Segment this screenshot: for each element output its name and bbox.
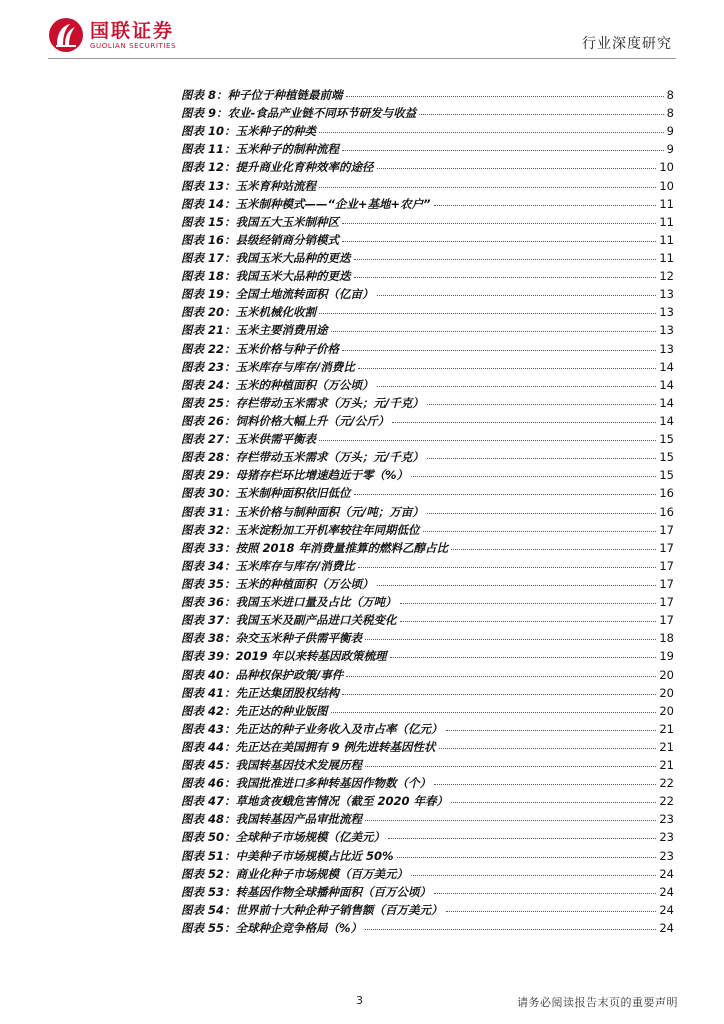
toc-leader-dots [377, 295, 657, 296]
toc-entry[interactable] [181, 376, 674, 394]
guolian-logo [48, 16, 188, 54]
toc-entry-label: 图表 12：提升商业化育种效率的途径 [181, 160, 374, 175]
toc-entry-page: 19 [659, 649, 674, 664]
toc-leader-dots [354, 259, 657, 260]
toc-entry-page: 17 [659, 522, 674, 537]
toc-entry-label: 图表 27：玉米供需平衡表 [181, 432, 317, 447]
toc-entry[interactable] [181, 720, 674, 738]
toc-entry[interactable] [181, 702, 674, 720]
toc-entry-label: 图表 13：玉米育种站流程 [181, 178, 317, 193]
toc-entry-label: 图表 55：全球种企竞争格局（%） [181, 921, 363, 936]
toc-leader-dots [439, 748, 657, 749]
toc-entry[interactable] [181, 213, 674, 231]
toc-entry[interactable] [181, 666, 674, 684]
toc-leader-dots [342, 223, 656, 224]
header-divider [48, 58, 676, 59]
toc-leader-dots [390, 657, 657, 658]
toc-entry-page: 8 [666, 106, 674, 121]
logo-english-text: GUOLIAN SECURITIES [90, 41, 177, 50]
toc-entry[interactable] [181, 847, 674, 865]
toc-entry-label: 图表 45：我国转基因技术发展历程 [181, 758, 363, 773]
toc-entry[interactable] [181, 303, 674, 321]
toc-entry-label: 图表 48：我国转基因产品审批流程 [181, 812, 363, 827]
toc-entry-label: 图表 36：我国玉米进口量及占比（万吨） [181, 595, 397, 610]
toc-entry-page: 10 [659, 160, 674, 175]
toc-entry-page: 14 [659, 413, 674, 428]
toc-entry[interactable] [181, 86, 674, 104]
toc-entry[interactable] [181, 158, 674, 176]
toc-entry-label: 图表 29：母猪存栏环比增速趋近于零（%） [181, 468, 409, 483]
toc-entry-label: 图表 43：先正达的种子业务收入及市占率（亿元） [181, 721, 443, 736]
toc-entry-page: 21 [659, 758, 674, 773]
toc-entry-label: 图表 18：我国玉米大品种的更迭 [181, 269, 351, 284]
toc-entry-page: 12 [659, 269, 674, 284]
toc-entry[interactable] [181, 539, 674, 557]
toc-entry-label: 图表 24：玉米的种植面积（万公顷） [181, 377, 374, 392]
toc-entry-page: 24 [659, 921, 674, 936]
toc-leader-dots [342, 694, 656, 695]
toc-entry-label: 图表 34：玉米库存与库存/消费比 [181, 558, 355, 573]
toc-leader-dots [354, 277, 657, 278]
toc-entry-label: 图表 14：玉米制种模式——“企业+基地+农户” [181, 196, 431, 211]
toc-entry-label: 图表 46：我国批准进口多种转基因作物数（个） [181, 776, 432, 791]
toc-entry-label: 图表 47：草地贪夜蛾危害情况（截至 2020 年春） [181, 794, 449, 809]
toc-leader-dots [427, 458, 657, 459]
toc-leader-dots [365, 639, 656, 640]
toc-entry[interactable] [181, 865, 674, 883]
toc-leader-dots [392, 422, 656, 423]
toc-entry[interactable] [181, 738, 674, 756]
toc-leader-dots [388, 838, 656, 839]
toc-leader-dots [331, 331, 657, 332]
disclaimer-note: 请务必阅读报告末页的重要声明 [517, 996, 678, 1009]
toc-entry-page: 20 [659, 667, 674, 682]
toc-entry[interactable] [181, 883, 674, 901]
toc-leader-dots [365, 820, 656, 821]
toc-entry[interactable] [181, 575, 674, 593]
toc-leader-dots [358, 368, 657, 369]
toc-entry-page: 15 [659, 432, 674, 447]
toc-entry-label: 图表 8：种子位于种植链最前端 [181, 88, 343, 102]
toc-leader-dots [434, 205, 657, 206]
toc-entry-page: 18 [659, 631, 674, 646]
toc-entry-page: 17 [659, 576, 674, 591]
toc-entry-page: 23 [659, 830, 674, 845]
toc-leader-dots [346, 676, 656, 677]
toc-entry[interactable] [181, 810, 674, 828]
toc-entry[interactable] [181, 177, 674, 195]
toc-entry-label: 图表 52：商业化种子市场规模（百万美元） [181, 866, 409, 881]
toc-leader-dots [451, 802, 656, 803]
toc-entry[interactable] [181, 774, 674, 792]
toc-entry-page: 21 [659, 721, 674, 736]
toc-leader-dots [331, 712, 657, 713]
toc-leader-dots [400, 621, 657, 622]
toc-leader-dots [319, 132, 664, 133]
toc-entry[interactable] [181, 828, 674, 846]
toc-leader-dots [451, 549, 656, 550]
toc-leader-dots [354, 494, 657, 495]
toc-entry-label: 图表 20：玉米机械化收割 [181, 305, 317, 320]
toc-entry[interactable] [181, 647, 674, 665]
toc-entry-label: 图表 23：玉米库存与库存/消费比 [181, 359, 355, 374]
toc-entry-label: 图表 40：品种权保护政策/事件 [181, 667, 344, 682]
toc-entry-page: 17 [659, 540, 674, 555]
toc-entry-label: 图表 30：玉米制种面积依旧低位 [181, 486, 351, 501]
toc-leader-dots [446, 911, 657, 912]
toc-entry-page: 24 [659, 884, 674, 899]
toc-entry-page: 9 [666, 124, 674, 139]
toc-entry-label: 图表 32：玉米淀粉加工开机率较往年同期低位 [181, 522, 420, 537]
toc-entry-page: 11 [659, 232, 674, 247]
toc-entry[interactable] [181, 412, 674, 430]
toc-leader-dots [434, 784, 656, 785]
toc-entry[interactable] [181, 358, 674, 376]
toc-leader-dots [423, 531, 657, 532]
toc-entry-label: 图表 38：杂交玉米种子供需平衡表 [181, 631, 363, 646]
report-type-title: 行业深度研究 [582, 36, 672, 52]
toc-entry-page: 22 [659, 794, 674, 809]
toc-leader-dots [411, 476, 656, 477]
toc-leader-dots [427, 404, 657, 405]
toc-leader-dots [358, 567, 657, 568]
toc-entry-page: 15 [659, 468, 674, 483]
toc-entry[interactable] [181, 919, 674, 937]
figure-table-of-contents [181, 86, 674, 937]
toc-leader-dots [434, 893, 656, 894]
toc-entry[interactable] [181, 611, 674, 629]
toc-leader-dots [397, 857, 657, 858]
toc-entry-label: 图表 25：存栏带动玉米需求（万头；元/千克） [181, 395, 424, 410]
toc-entry[interactable] [181, 484, 674, 502]
toc-entry-page: 17 [659, 558, 674, 573]
toc-leader-dots [377, 585, 657, 586]
toc-entry[interactable] [181, 792, 674, 810]
toc-entry-label: 图表 28：存栏带动玉米需求（万头；元/千克） [181, 450, 424, 465]
toc-entry-page: 16 [659, 504, 674, 519]
page-number: 3 [356, 994, 363, 1007]
toc-leader-dots [377, 168, 657, 169]
toc-entry[interactable] [181, 394, 674, 412]
toc-entry[interactable] [181, 321, 674, 339]
toc-entry-page: 22 [659, 776, 674, 791]
toc-entry-page: 8 [666, 88, 674, 102]
toc-entry-label: 图表 19：全国土地流转面积（亿亩） [181, 287, 374, 302]
toc-entry[interactable] [181, 267, 674, 285]
toc-entry[interactable] [181, 557, 674, 575]
toc-entry-label: 图表 54：世界前十大种企种子销售额（百万美元） [181, 902, 443, 917]
toc-entry-label: 图表 35：玉米的种植面积（万公顷） [181, 576, 374, 591]
toc-entry-label: 图表 37：我国玉米及副产品进口关税变化 [181, 613, 397, 628]
toc-entry-page: 13 [659, 341, 674, 356]
toc-entry[interactable] [181, 195, 674, 213]
toc-leader-dots [346, 96, 664, 97]
toc-entry-label: 图表 22：玉米价格与种子价格 [181, 341, 340, 356]
toc-entry-label: 图表 50：全球种子市场规模（亿美元） [181, 830, 386, 845]
toc-entry[interactable] [181, 756, 674, 774]
toc-entry-page: 11 [659, 196, 674, 211]
toc-entry-label: 图表 9：农业-食品产业链不同环节研发与收益 [181, 106, 417, 121]
toc-entry-page: 13 [659, 305, 674, 320]
toc-entry[interactable] [181, 521, 674, 539]
toc-entry-page: 14 [659, 377, 674, 392]
toc-entry-label: 图表 39：2019 年以来转基因政策梳理 [181, 649, 387, 664]
toc-entry[interactable] [181, 140, 674, 158]
toc-entry-page: 24 [659, 902, 674, 917]
toc-leader-dots [319, 440, 656, 441]
toc-entry[interactable] [181, 122, 674, 140]
toc-entry-page: 13 [659, 323, 674, 338]
toc-entry[interactable] [181, 466, 674, 484]
toc-entry-page: 17 [659, 613, 674, 628]
toc-leader-dots [446, 730, 657, 731]
toc-leader-dots [365, 929, 656, 930]
toc-entry-page: 13 [659, 287, 674, 302]
toc-entry-page: 15 [659, 450, 674, 465]
toc-entry-page: 21 [659, 739, 674, 754]
toc-entry[interactable] [181, 430, 674, 448]
toc-entry-page: 20 [659, 685, 674, 700]
page-header [0, 0, 724, 70]
toc-entry-page: 17 [659, 595, 674, 610]
toc-entry-page: 20 [659, 703, 674, 718]
toc-entry-page: 14 [659, 395, 674, 410]
toc-entry[interactable] [181, 503, 674, 521]
toc-entry-label: 图表 10：玉米种子的种类 [181, 124, 317, 139]
toc-entry-label: 图表 41：先正达集团股权结构 [181, 685, 340, 700]
toc-leader-dots [342, 150, 664, 151]
toc-entry-page: 23 [659, 848, 674, 863]
toc-entry-page: 23 [659, 812, 674, 827]
toc-entry[interactable] [181, 249, 674, 267]
toc-leader-dots [342, 350, 656, 351]
toc-entry-label: 图表 17：我国玉米大品种的更迭 [181, 250, 351, 265]
toc-entry[interactable] [181, 593, 674, 611]
logo-chinese-text: 国联证券 [90, 19, 175, 42]
toc-entry[interactable] [181, 104, 674, 122]
toc-entry-page: 16 [659, 486, 674, 501]
toc-leader-dots [427, 513, 657, 514]
toc-entry-label: 图表 11：玉米种子的制种流程 [181, 142, 340, 157]
toc-entry[interactable] [181, 629, 674, 647]
toc-entry-page: 10 [659, 178, 674, 193]
toc-entry-label: 图表 16：县级经销商分销模式 [181, 232, 340, 247]
toc-leader-dots [377, 386, 657, 387]
toc-entry[interactable] [181, 684, 674, 702]
toc-entry-label: 图表 51：中美种子市场规模占比近 50% [181, 848, 394, 863]
toc-entry-page: 9 [666, 142, 674, 157]
toc-entry[interactable] [181, 231, 674, 249]
toc-entry-label: 图表 26：饲料价格大幅上升（元/公斤） [181, 413, 390, 428]
toc-entry-page: 24 [659, 866, 674, 881]
toc-leader-dots [365, 766, 656, 767]
toc-entry-label: 图表 42：先正达的种业版图 [181, 703, 328, 718]
toc-entry[interactable] [181, 340, 674, 358]
toc-leader-dots [319, 187, 656, 188]
toc-entry[interactable] [181, 448, 674, 466]
toc-entry-label: 图表 15：我国五大玉米制种区 [181, 214, 340, 229]
toc-entry-page: 14 [659, 359, 674, 374]
toc-leader-dots [319, 313, 656, 314]
toc-leader-dots [419, 114, 663, 115]
toc-entry-page: 11 [659, 214, 674, 229]
toc-leader-dots [411, 875, 656, 876]
toc-entry-label: 图表 31：玉米价格与制种面积（元/吨；万亩） [181, 504, 424, 519]
toc-entry[interactable] [181, 285, 674, 303]
toc-entry-label: 图表 53：转基因作物全球播种面积（百万公顷） [181, 884, 432, 899]
toc-entry[interactable] [181, 901, 674, 919]
guolian-logo-icon [48, 17, 84, 53]
toc-entry-label: 图表 21：玉米主要消费用途 [181, 323, 328, 338]
toc-leader-dots [342, 241, 656, 242]
toc-leader-dots [400, 603, 657, 604]
toc-entry-page: 11 [659, 250, 674, 265]
toc-entry-label: 图表 44：先正达在美国拥有 9 例先进转基因性状 [181, 739, 436, 754]
toc-entry-label: 图表 33：按照 2018 年消费量推算的燃料乙醇占比 [181, 540, 449, 555]
